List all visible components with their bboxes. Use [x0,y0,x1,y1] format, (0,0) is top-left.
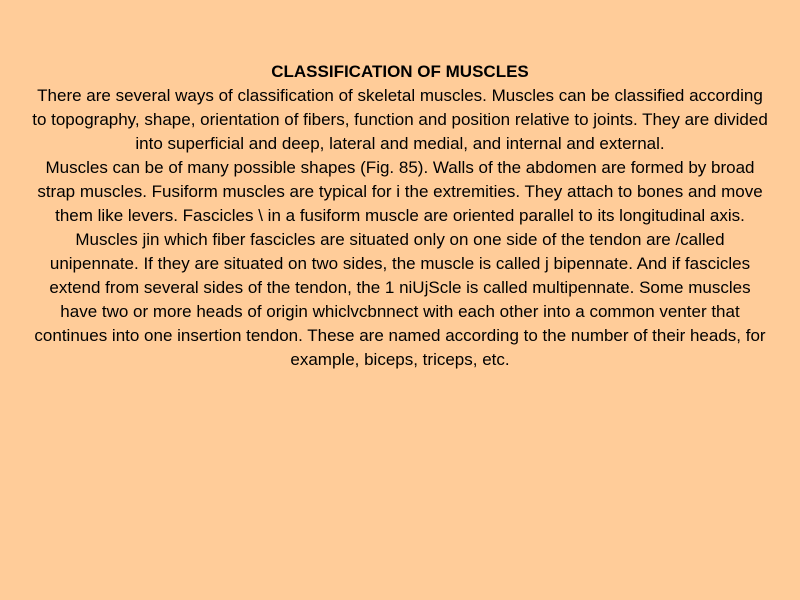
paragraph-shapes: Muscles can be of many possible shapes (Fig. 85). Walls of the abdomen are formed by broad strap muscles. Fusiform muscles are typical for i the extremities. They attach to bones and move them like levers. Fascicles \ in a fusiform muscle are oriented parallel to its longitudinal axis. Muscles jin which fiber fascicles are situated only on one side of the tendon are /called unipennate. If they are situated on two sides, the muscle is called j bipennate. And if fascicles extend from several sides of the tendon, the 1 niUjScle is called multipennate. Some muscles have two or more heads of origin whiclvcbnnect with each other into a common venter that continues into one insertion tendon. These are named according to the number of their heads, for example, biceps, triceps, etc. [34,158,766,369]
slide-content [30,60,770,372]
paragraph-intro: There are several ways of classification of skeletal muscles. Muscles can be classified according to topography, shape, orientation of fibers, function and position relative to joints. They are divided into superficial and deep, lateral and medial, and internal and external. [32,86,768,153]
slide-title: CLASSIFICATION OF MUSCLES [271,62,529,81]
